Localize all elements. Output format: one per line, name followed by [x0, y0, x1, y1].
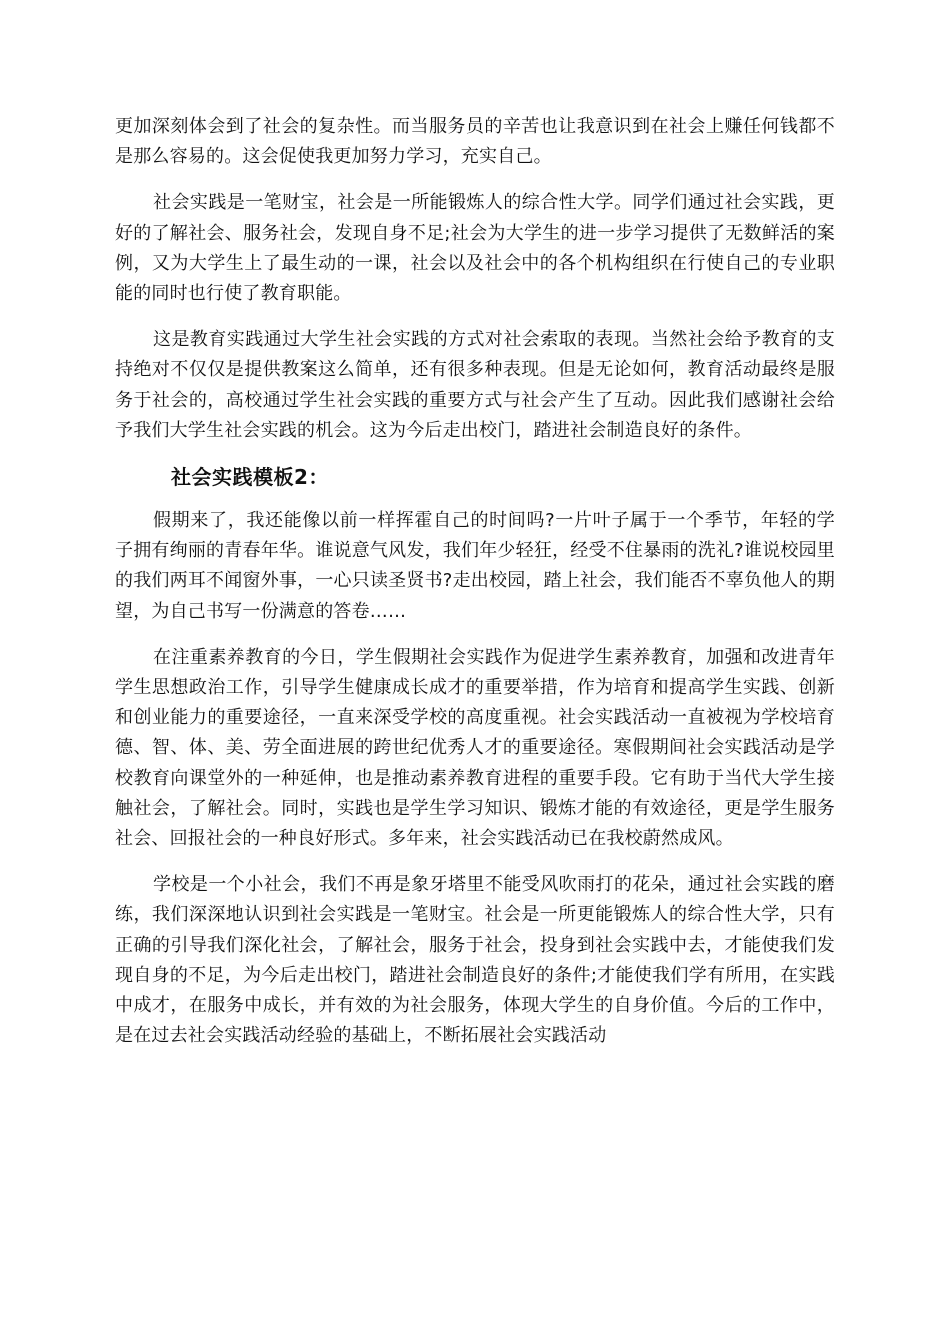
paragraph-continuation: 更加深刻体会到了社会的复杂性。而当服务员的辛苦也让我意识到在社会上赚任何钱都不是那么容易的。这会促使我更加努力学习，充实自己。 — [115, 116, 835, 168]
paragraph-quality-education: 在注重素养教育的今日，学生假期社会实践作为促进学生素养教育，加强和改进青年学生思想政治工作，引导学生健康成长成才的重要举措，作为培育和提高学生实践、创新和创业能力的重要途径，一直来深受学校的高度重视。社会实践活动一直被视为学校培育德、智、体、美、劳全面进展的跨世纪优秀人才的重要途径。寒假期间社会实践活动是学校教育向课堂外的一种延伸，也是推动素养教育进程的重要手段。它有助于当代大学生接触社会，了解社会。同时，实践也是学生学习知识、锻炼才能的有效途径，更是学生服务社会、回报社会的一种良好形式。多年来，社会实践活动已在我校蔚然成风。 — [115, 646, 835, 850]
section-heading: 社会实践模板2： — [171, 465, 329, 490]
paragraph-school-society: 学校是一个小社会，我们不再是象牙塔里不能受风吹雨打的花朵，通过社会实践的磨练，我们深深地认识到社会实践是一笔财宝。社会是一所更能锻炼人的综合性大学，只有正确的引导我们深化社会，了解社会，服务于社会，投身到社会实践中去，才能使我们发现自身的不足，为今后走出校门，踏进社会制造良好的条件;才能使我们学有所用，在实践中成才，在服务中成长，并有效的为社会服务，体现大学生的自身价值。今后的工作中，是在过去社会实践活动经验的基础上，不断拓展社会实践活动 — [115, 874, 835, 1047]
paragraph-social-practice-treasure: 社会实践是一笔财宝，社会是一所能锻炼人的综合性大学。同学们通过社会实践，更好的了解社会、服务社会，发现自身不足;社会为大学生的进一步学习提供了无数鲜活的案例，又为大学生上了最生动的一课，社会以及社会中的各个机构组织在行使自己的专业职能的同时也行使了教育职能。 — [115, 192, 835, 305]
document-page — [115, 112, 835, 1067]
paragraph-education-practice: 这是教育实践通过大学生社会实践的方式对社会索取的表现。当然社会给予教育的支持绝对不仅仅是提供教案这么简单，还有很多种表现。但是无论如何，教育活动最终是服务于社会的，高校通过学生社会实践的重要方式与社会产生了互动。因此我们感谢社会给予我们大学生社会实践的机会。这为今后走出校门，踏进社会制造良好的条件。 — [115, 329, 835, 441]
paragraph-holiday: 假期来了，我还能像以前一样挥霍自己的时间吗?一片叶子属于一个季节，年轻的学子拥有绚丽的青春年华。谁说意气风发，我们年少轻狂，经受不住暴雨的洗礼?谁说校园里的我们两耳不闻窗外事，一心只读圣贤书?走出校园，踏上社会，我们能否不辜负他人的期望，为自己书写一份满意的答卷…… — [115, 510, 835, 622]
